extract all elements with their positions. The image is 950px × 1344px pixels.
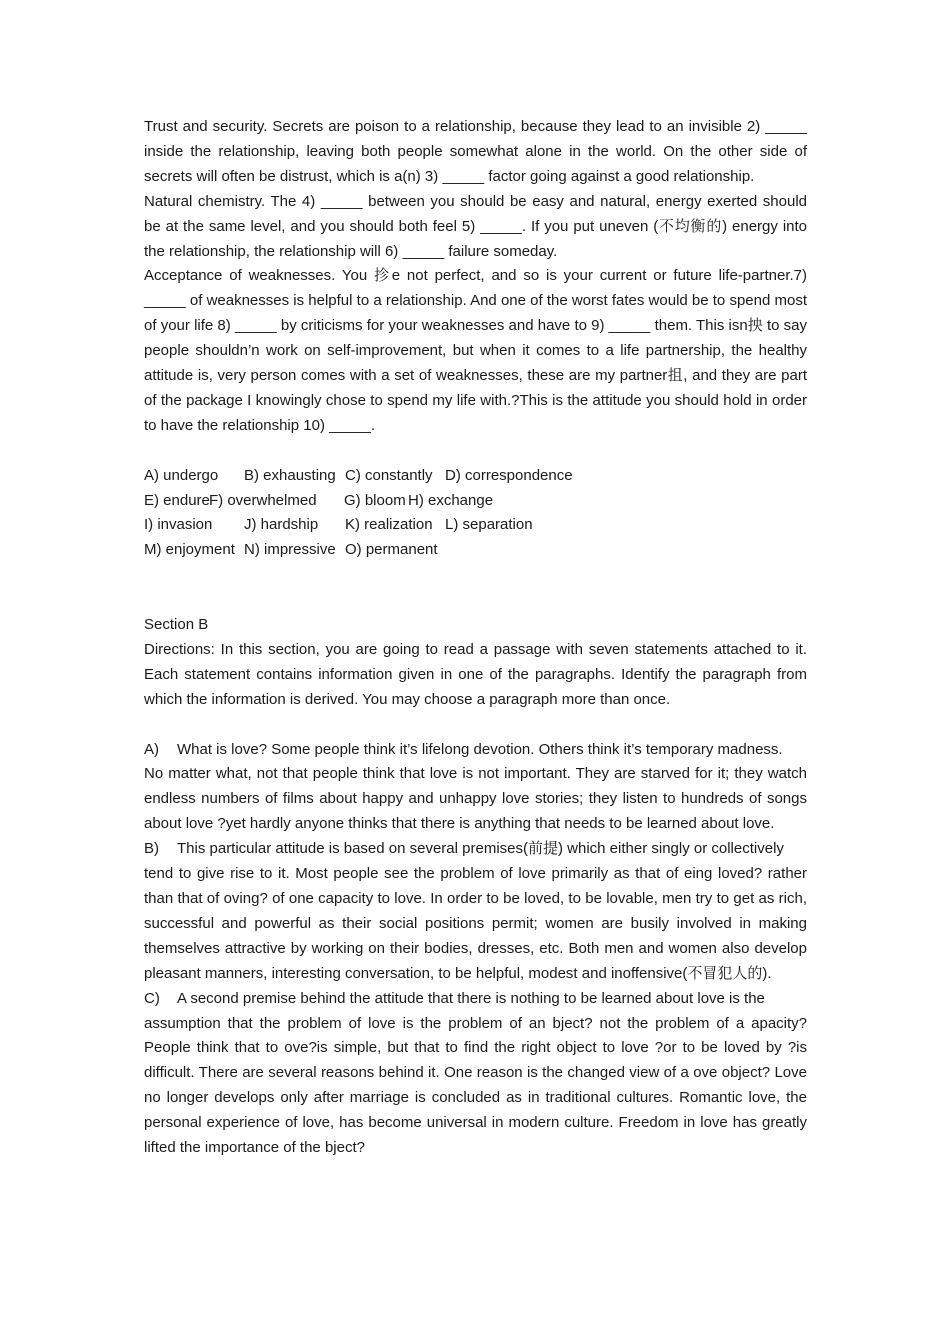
section-directions: Directions: In this section, you are going to read a passage with seven statements attached to it. Each statement contains information given in one of the paragraphs. Identify the paragraph from which the information is derived. You may choose a paragraph more than once. xyxy=(144,640,807,708)
word-bank-row xyxy=(144,464,807,489)
option-i: I) invasion xyxy=(144,516,213,534)
option-a: A) undergo xyxy=(144,466,219,484)
passage-paragraph-weaknesses: Acceptance of weaknesses. You 抮e not perfect, and so is your current or future life-partner.7) _____ of weaknesses is helpful to a relationship. And one of the worst fates would be to spend most of your life 8) _____ by criticisms for your weaknesses and have to 9) _____ them. This isn抰 to say people shouldn’n work on self-improvement, but when it comes to a life partnership, the healthy attitude is, very person comes with a set of weaknesses, these are my partner抯, and they are part of the package I knowingly chose to spend my life with.?This is the attitude you should hold in order to have the relationship 10) _____. xyxy=(144,267,807,434)
word-bank xyxy=(144,464,807,564)
spacer xyxy=(144,563,807,588)
item-first-line: A second premise behind the attitude that there is nothing to be learned about love is the xyxy=(177,989,765,1007)
option-j: J) hardship xyxy=(244,516,319,534)
option-e: E) endure xyxy=(144,491,210,509)
option-c: C) constantly xyxy=(345,466,433,484)
spacer xyxy=(144,439,807,464)
passage-paragraph-trust: Trust and security. Secrets are poison to a relationship, because they lead to an invisible 2) _____ inside the relationship, leaving both people somewhat alone in the world. On the other side of secrets will often be distrust, which is a(n) 3) _____ factor going against a good relationship. xyxy=(144,118,807,185)
item-text: No matter what, not that people think that love is not important. They are starved for it; they watch endless numbers of films about happy and unhappy love stories; they listen to hundreds of songs about love ?yet hardly anyone thinks that there is anything that needs to be learned about love. xyxy=(144,765,807,833)
item-text: assumption that the problem of love is the problem of an bject? not the problem of a apacity? People think that to ove?is simple, but that to find the right object to love ?or to be loved by ?is difficult. There are several reasons behind it. One reason is the changed view of a ove object? Love no longer develops only after marriage is concluded as in traditional cultures. Romantic love, the personal experience of love, has become universal in modern culture. Freedom in love has greatly lifted the importance of the bject? xyxy=(144,1014,807,1157)
document-body xyxy=(144,115,807,1161)
option-l: L) separation xyxy=(445,516,533,534)
section-title: Section B xyxy=(144,616,209,634)
item-label: C) xyxy=(144,989,160,1007)
paragraph-item-a xyxy=(144,738,807,763)
option-n: N) impressive xyxy=(244,541,336,559)
option-g: G) bloom xyxy=(344,491,406,509)
option-m: M) enjoyment xyxy=(144,541,235,559)
passage-paragraph-chemistry: Natural chemistry. The 4) _____ between you should be easy and natural, energy exerted should be at the same level, and you should both feel 5) _____. If you put uneven (不均衡的) energy into the relationship, the relationship will 6) _____ failure someday. xyxy=(144,192,807,260)
spacer xyxy=(144,588,807,613)
item-first-line: What is love? Some people think it’s lifelong devotion. Others think it’s temporary madness. xyxy=(177,740,783,758)
option-d: D) correspondence xyxy=(445,466,573,484)
option-k: K) realization xyxy=(345,516,433,534)
word-bank-row xyxy=(144,489,807,514)
paragraph-item-b xyxy=(144,837,807,862)
item-first-line: This particular attitude is based on several premises(前提) which either singly or collectively xyxy=(177,840,784,858)
option-b: B) exhausting xyxy=(244,466,336,484)
word-bank-row xyxy=(144,513,807,538)
option-f: F) overwhelmed xyxy=(209,491,317,509)
item-label: B) xyxy=(144,840,159,858)
item-label: A) xyxy=(144,740,159,758)
word-bank-row xyxy=(144,538,807,563)
item-text: tend to give rise to it. Most people see the problem of love primarily as that of eing loved? rather than that of oving? of one capacity to love. In order to be loved, to be lovable, men try to get as rich, successful and powerful as their social positions permit; women are busily involved in making themselves attractive by working on their bodies, dresses, etc. Both men and women also develop pleasant manners, interesting conversation, to be helpful, modest and inoffensive(不冒犯人的). xyxy=(144,865,807,982)
spacer xyxy=(144,713,807,738)
option-o: O) permanent xyxy=(345,541,438,559)
paragraph-item-c xyxy=(144,987,807,1012)
option-h: H) exchange xyxy=(408,491,494,509)
